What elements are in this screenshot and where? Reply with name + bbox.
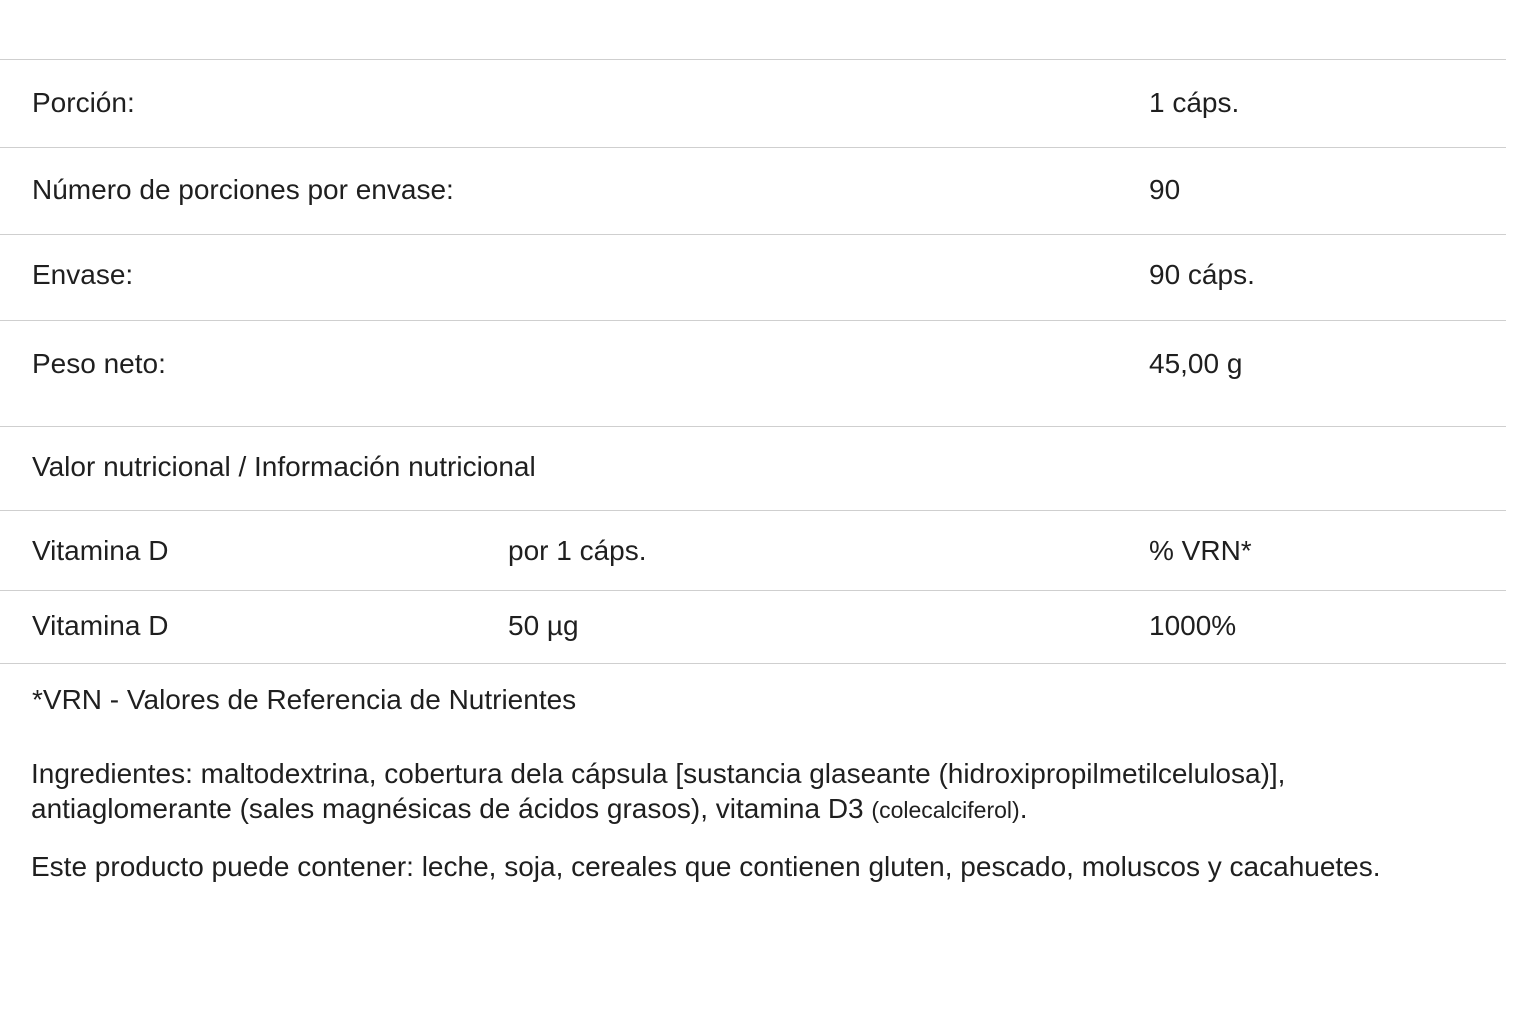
row-divider (0, 320, 1506, 321)
nutrition-header-name: Vitamina D (32, 535, 169, 566)
row-divider (0, 147, 1506, 148)
servings-per-container-value: 90 (1149, 174, 1181, 205)
ingredients-end: . (1019, 793, 1028, 824)
row-divider (0, 590, 1506, 591)
servings-per-container-label: Número de porciones por envase: (32, 174, 454, 205)
row-divider (0, 663, 1506, 664)
ingredients-text (31, 756, 1491, 828)
ingredients-main: Ingredientes: maltodextrina, cobertura dela cápsula [sustancia glaseante (hidroxipropilmetilcelulosa)], antiaglomerante (sales magnésicas de ácidos grasos), vitamina D3 (31, 758, 1286, 824)
container-label: Envase: (32, 259, 134, 290)
row-divider (0, 510, 1506, 511)
vitamin-d-percent: 1000% (1149, 610, 1237, 641)
net-weight-label: Peso neto: (32, 348, 166, 379)
vitamin-d-amount: 50 µg (508, 610, 579, 641)
ingredients-note: (colecalciferol) (871, 797, 1020, 823)
net-weight-value: 45,00 g (1149, 348, 1243, 379)
container-value: 90 cáps. (1149, 259, 1255, 290)
row-divider (0, 426, 1506, 427)
nutrition-header-percent: % VRN* (1149, 535, 1252, 566)
nutrition-section-title: Valor nutricional / Información nutricional (32, 451, 536, 482)
footnote: *VRN - Valores de Referencia de Nutrientes (32, 684, 577, 715)
nutrition-header-amount: por 1 cáps. (508, 535, 647, 566)
serving-value: 1 cáps. (1149, 87, 1240, 118)
serving-label: Porción: (32, 87, 135, 118)
row-divider (0, 59, 1506, 60)
row-divider (0, 234, 1506, 235)
allergens-text: Este producto puede contener: leche, soja, cereales que contienen gluten, pescado, moluscos y cacahuetes. (31, 851, 1381, 882)
vitamin-d-name: Vitamina D (32, 610, 169, 641)
